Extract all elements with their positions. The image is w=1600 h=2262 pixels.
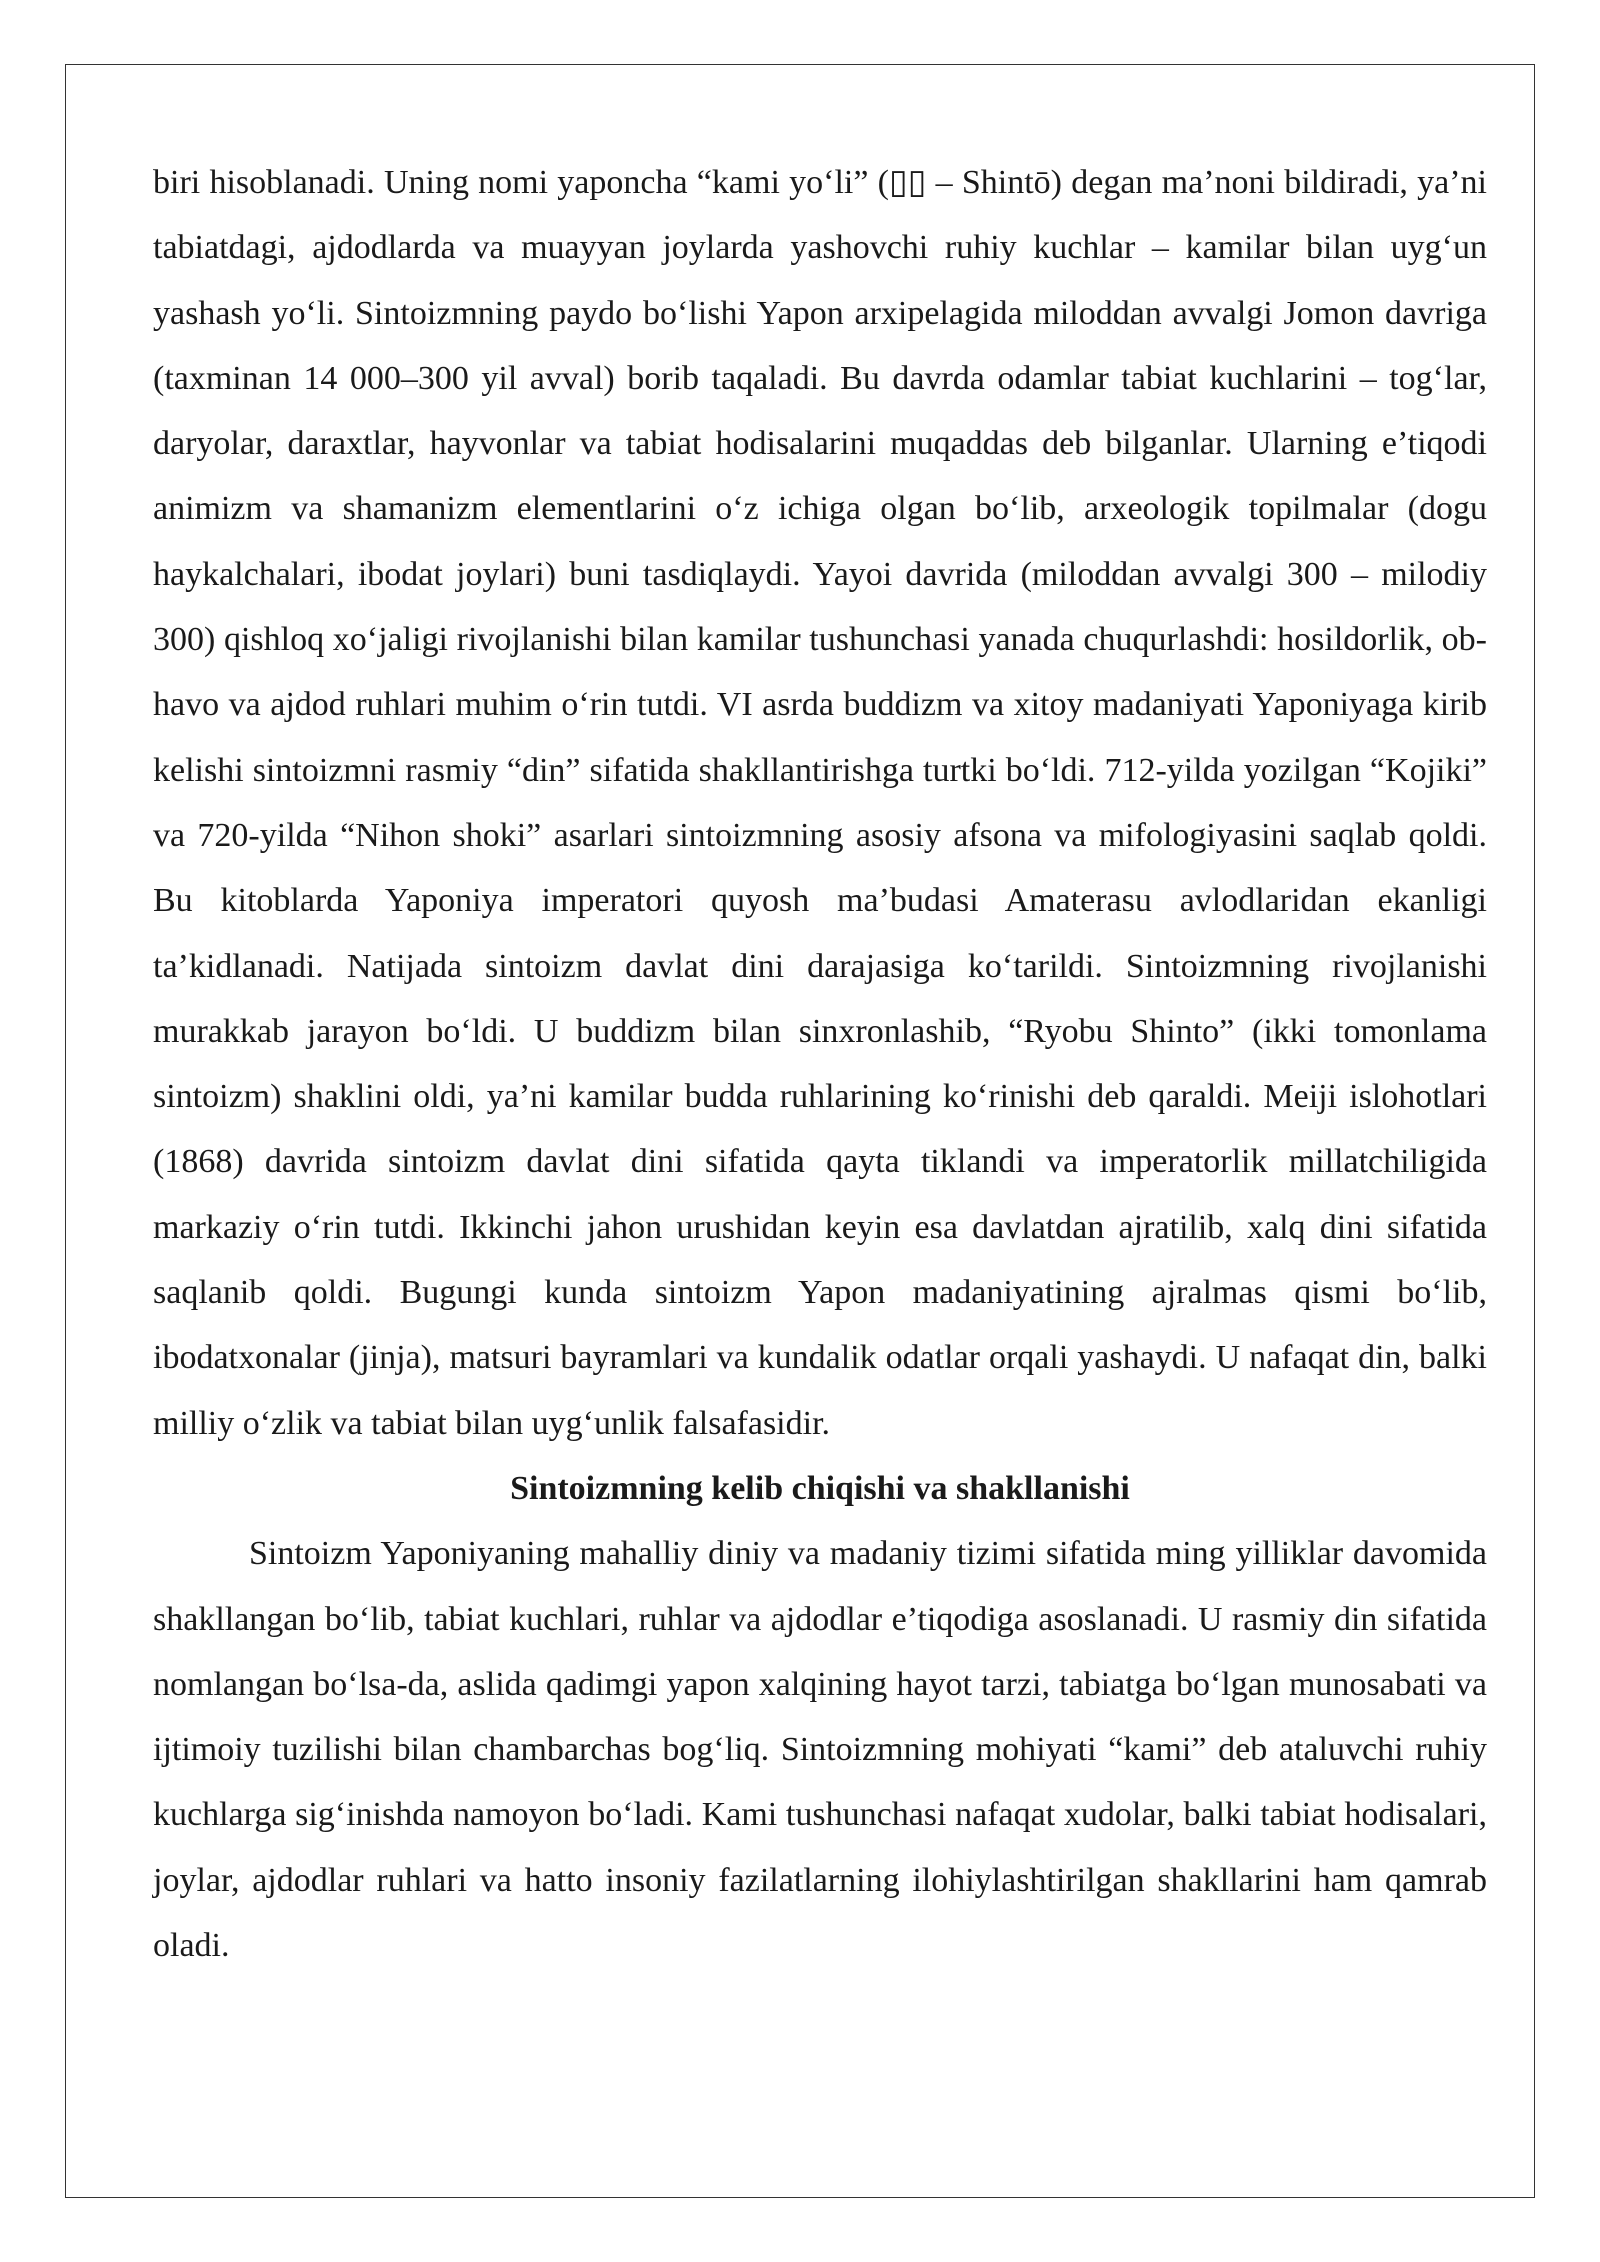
body-paragraph: Sintoizm Yaponiyaning mahalliy diniy va madaniy tizimi sifatida ming yilliklar davomida shakllangan bo‘lib, tabiat kuchlari, ruhlar va ajdodlar e’tiqodiga asoslanadi. U rasmiy din sifatida nomlangan bo‘lsa-da, aslida qadimgi yapon xalqining hayot tarzi, tabiatga bo‘lgan munosabati va ijtimoiy tuzilishi bilan chambarchas bog‘liq. Sintoizmning mohiyati “kami” deb ataluvchi ruhiy kuchlarga sig‘inishda namoyon bo‘ladi. Kami tushunchasi nafaqat xudolar, balki tabiat hodisalari, joylar, ajdodlar ruhlari va hatto insoniy fazilatlarning ilohiylashtirilgan shakllarini ham qamrab oladi. (153, 1535, 1487, 1965)
document-body (153, 150, 1487, 1978)
body-paragraph: biri hisoblanadi. Uning nomi yaponcha “kami yo‘li” (▯▯ – Shintō) degan ma’noni bildiradi, ya’ni tabiatdagi, ajdodlarda va muayyan joylarda yashovchi ruhiy kuchlar – kamilar bilan uyg‘un yashash yo‘li. Sintoizmning paydo bo‘lishi Yapon arxipelagida miloddan avvalgi Jomon davriga (taxminan 14 000–300 yil avval) borib taqaladi. Bu davrda odamlar tabiat kuchlarini – tog‘lar, daryolar, daraxtlar, hayvonlar va tabiat hodisalarini muqaddas deb bilganlar. Ularning e’tiqodi animizm va shamanizm elementlarini o‘z ichiga olgan bo‘lib, arxeologik topilmalar (dogu haykalchalari, ibodat joylari) buni tasdiqlaydi. Yayoi davrida (miloddan avvalgi 300 – milodiy 300) qishloq xo‘jaligi rivojlanishi bilan kamilar tushunchasi yanada chuqurlashdi: hosildorlik, ob-havo va ajdod ruhlari muhim o‘rin tutdi. VI asrda buddizm va xitoy madaniyati Yaponiyaga kirib kelishi sintoizmni rasmiy “din” sifatida shakllantirishga turtki bo‘ldi. 712-yilda yozilgan “Kojiki” va 720-yilda “Nihon shoki” asarlari sintoizmning asosiy afsona va mifologiyasini saqlab qoldi. Bu kitoblarda Yaponiya imperatori quyosh ma’budasi Amaterasu avlodlaridan ekanligi ta’kidlanadi. Natijada sintoizm davlat dini darajasiga ko‘tarildi. Sintoizmning rivojlanishi murakkab jarayon bo‘ldi. U buddizm bilan sinxronlashib, “Ryobu Shinto” (ikki tomonlama sintoizm) shaklini oldi, ya’ni kamilar budda ruhlarining ko‘rinishi deb qaraldi. Meiji islohotlari (1868) davrida sintoizm davlat dini sifatida qayta tiklandi va imperatorlik millatchiligida markaziy o‘rin tutdi. Ikkinchi jahon urushidan keyin esa davlatdan ajratilib, xalq dini sifatida saqlanib qoldi. Bugungi kunda sintoizm Yapon madaniyatining ajralmas qismi bo‘lib, ibodatxonalar (jinja), matsuri bayramlari va kundalik odatlar orqali yashaydi. U nafaqat din, balki milliy o‘zlik va tabiat bilan uyg‘unlik falsafasidir. (153, 164, 1487, 1442)
section-heading: Sintoizmning kelib chiqishi va shakllanishi (510, 1469, 1130, 1507)
